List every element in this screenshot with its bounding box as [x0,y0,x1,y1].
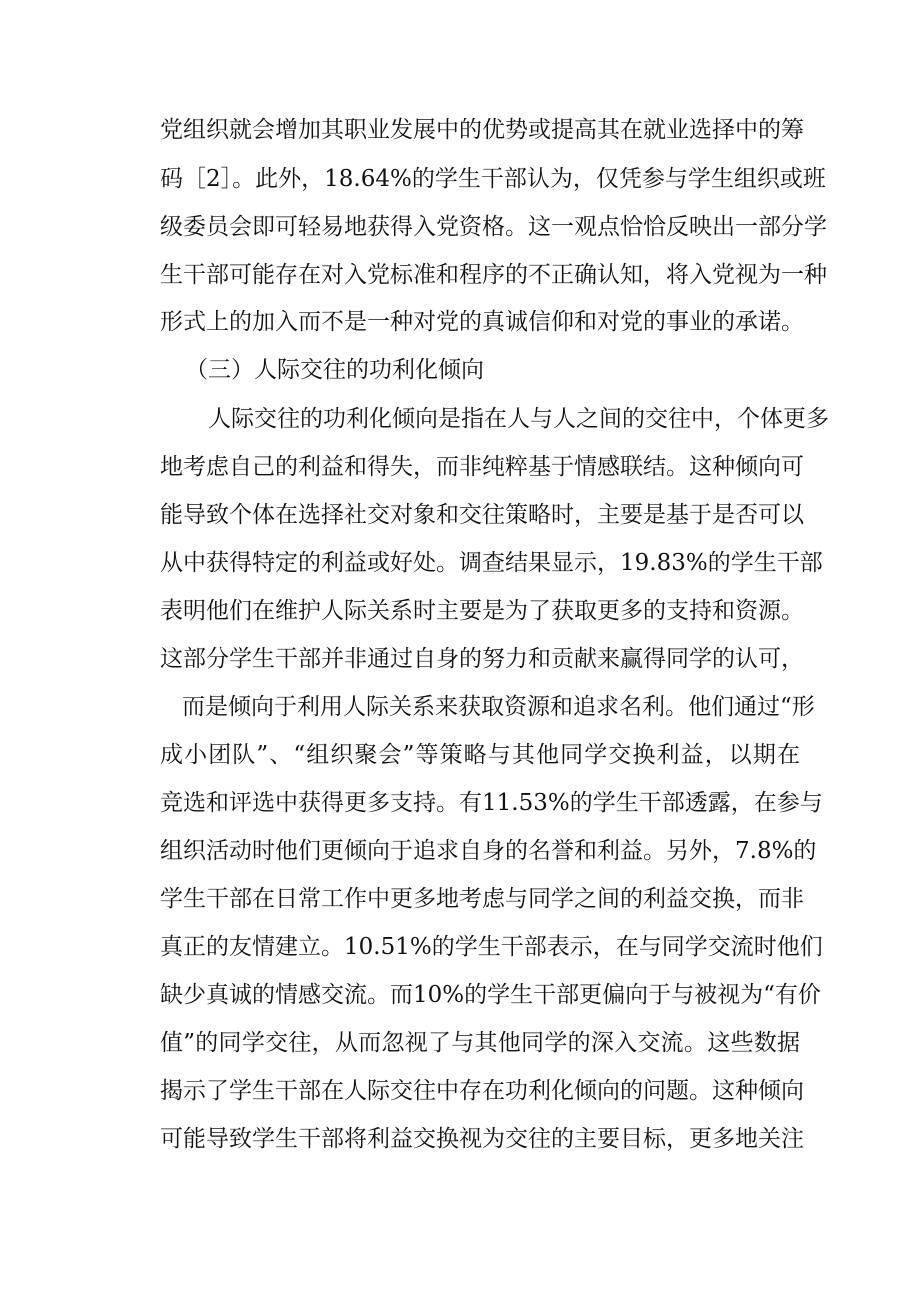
paragraph-line: 码［2］。此外，18.64%的学生干部认为，仅凭参与学生组织或班 [160,166,826,192]
paragraph-line: 人际交往的功利化倾向是指在人与人之间的交往中，个体更多 [208,406,829,432]
paragraph-line: 能导致个体在选择社交对象和交往策略时，主要是基于是否可以 [160,502,804,528]
paragraph-line: 组织活动时他们更倾向于追求自身的名誉和利益。另外，7.8%的 [160,838,817,864]
paragraph-line: 真正的友情建立。10.51%的学生干部表示，在与同学交流时他们 [160,934,823,960]
paragraph-line: 党组织就会增加其职业发展中的优势或提高其在就业选择中的筹 [160,117,804,143]
paragraph-line: 表明他们在维护人际关系时主要是为了获取更多的支持和资源。 [160,598,804,624]
paragraph-line: 揭示了学生干部在人际交往中存在功利化倾向的问题。这种倾向 [160,1078,804,1104]
paragraph-line: 竞选和评选中获得更多支持。有11.53%的学生干部透露，在参与 [160,790,823,816]
section-heading: （三）人际交往的功利化倾向 [185,357,484,383]
paragraph-line: 值”的同学交往，从而忽视了与其他同学的深入交流。这些数据 [160,1030,800,1056]
paragraph-line: 成小团队”、“组织聚会”等策略与其他同学交换利益，以期在 [160,742,800,768]
paragraph-line: 地考虑自己的利益和得失，而非纯粹基于情感联结。这种倾向可 [160,454,804,480]
paragraph-line: 可能导致学生干部将利益交换视为交往的主要目标，更多地关注 [160,1126,804,1152]
paragraph-line: 缺少真诚的情感交流。而10%的学生干部更偏向于与被视为“有价 [160,982,821,1008]
paragraph-line: 形式上的加入而不是一种对党的真诚信仰和对党的事业的承诺。 [160,309,804,335]
paragraph-line: 这部分学生干部并非通过自身的努力和贡献来赢得同学的认可， [160,646,804,672]
paragraph-line: 从中获得特定的利益或好处。调查结果显示，19.83%的学生干部 [160,550,823,576]
paragraph-line: 而是倾向于利用人际关系来获取资源和追求名利。他们通过“形 [182,694,815,720]
paragraph-line: 学生干部在日常工作中更多地考虑与同学之间的利益交换，而非 [160,886,804,912]
paragraph-line: 生干部可能存在对入党标准和程序的不正确认知，将入党视为一种 [160,262,827,288]
paragraph-line: 级委员会即可轻易地获得入党资格。这一观点恰恰反映出一部分学 [160,214,827,240]
